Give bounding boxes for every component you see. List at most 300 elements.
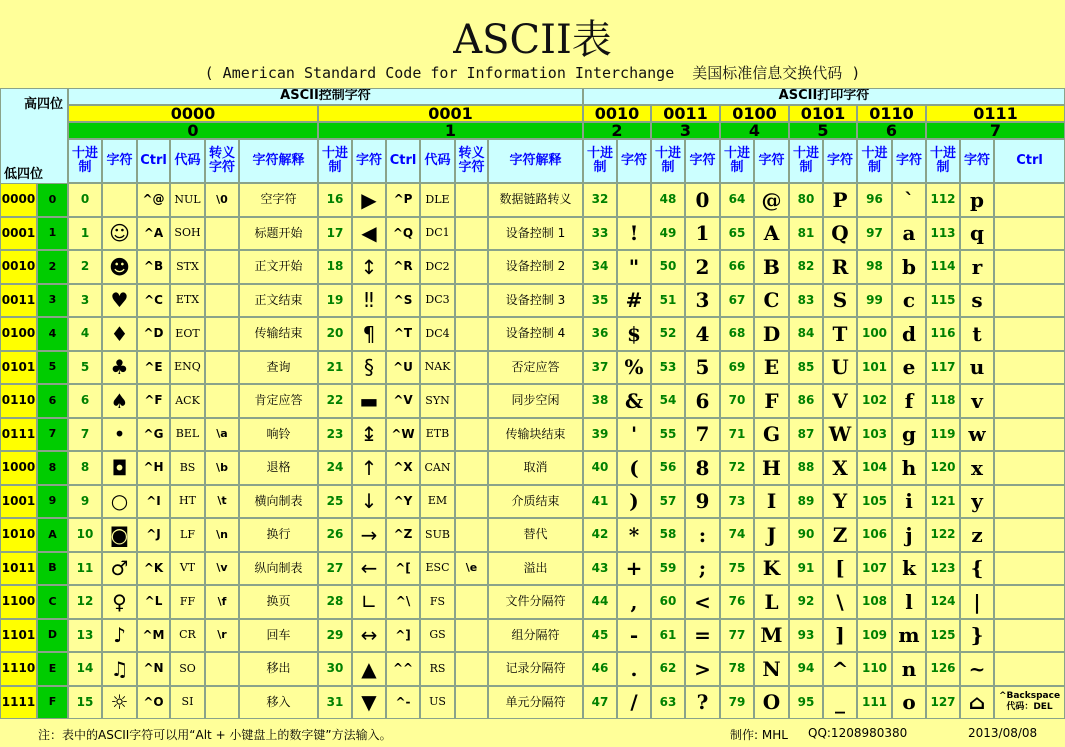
low-bin-7: 0111 <box>0 418 37 452</box>
decimal-cell: 9 <box>68 485 102 519</box>
decimal-cell: 111 <box>857 686 892 720</box>
low-bin-8: 1000 <box>0 451 37 485</box>
col-header-char-0: 字符 <box>102 139 137 183</box>
char-cell: y <box>960 485 994 519</box>
decimal-cell: 114 <box>926 250 960 284</box>
escape-cell: \t <box>205 485 239 519</box>
ctrl-key-cell: ^D <box>137 317 170 351</box>
footer <box>0 720 1065 747</box>
decimal-cell: 105 <box>857 485 892 519</box>
col-header-char-p0: 字符 <box>617 139 651 183</box>
symbol-cell: ♀ <box>102 585 137 619</box>
escape-cell <box>455 317 488 351</box>
symbol-cell: ♦ <box>102 317 137 351</box>
decimal-cell: 107 <box>857 552 892 586</box>
decimal-cell: 125 <box>926 619 960 653</box>
decimal-cell: 109 <box>857 619 892 653</box>
char-cell: w <box>960 418 994 452</box>
decimal-cell: 3 <box>68 284 102 318</box>
symbol-cell: ▬ <box>352 384 386 418</box>
code-cell: ESC <box>420 552 455 586</box>
escape-cell: \b <box>205 451 239 485</box>
char-cell: M <box>754 619 789 653</box>
decimal-cell: 106 <box>857 518 892 552</box>
ctrl-cell-empty <box>994 183 1065 217</box>
char-cell: 1 <box>685 217 720 251</box>
low-bin-1: 0001 <box>0 217 37 251</box>
decimal-cell: 99 <box>857 284 892 318</box>
symbol-cell: ∟ <box>352 585 386 619</box>
ctrl-cell-empty <box>994 652 1065 686</box>
char-cell: / <box>617 686 651 720</box>
ctrl-key-cell: ^M <box>137 619 170 653</box>
ctrl-cell-empty <box>994 284 1065 318</box>
decimal-cell: 83 <box>789 284 823 318</box>
high-bin-0: 0000 <box>68 105 318 122</box>
description-cell: 纵向制表 <box>239 552 318 586</box>
description-cell: 取消 <box>488 451 583 485</box>
char-cell: a <box>892 217 926 251</box>
ctrl-key-cell: ^S <box>386 284 420 318</box>
ctrl-cell-empty <box>994 552 1065 586</box>
code-cell: SO <box>170 652 205 686</box>
page-title: ASCII表 <box>453 17 612 63</box>
decimal-cell: 62 <box>651 652 685 686</box>
symbol-cell: ♣ <box>102 351 137 385</box>
char-cell: 0 <box>685 183 720 217</box>
char-cell: * <box>617 518 651 552</box>
ctrl-key-cell: ^Y <box>386 485 420 519</box>
decimal-cell: 42 <box>583 518 617 552</box>
code-cell: NAK <box>420 351 455 385</box>
char-cell: C <box>754 284 789 318</box>
decimal-cell: 54 <box>651 384 685 418</box>
char-cell: o <box>892 686 926 720</box>
ctrl-key-cell: ^V <box>386 384 420 418</box>
decimal-cell: 5 <box>68 351 102 385</box>
decimal-cell: 94 <box>789 652 823 686</box>
decimal-cell: 10 <box>68 518 102 552</box>
description-cell: 介质结束 <box>488 485 583 519</box>
decimal-cell: 52 <box>651 317 685 351</box>
escape-cell <box>455 518 488 552</box>
footer-qq: QQ:1208980380 <box>808 726 908 740</box>
char-cell: # <box>617 284 651 318</box>
decimal-cell: 38 <box>583 384 617 418</box>
char-cell: 6 <box>685 384 720 418</box>
decimal-cell: 21 <box>318 351 352 385</box>
escape-cell <box>455 585 488 619</box>
char-cell: m <box>892 619 926 653</box>
char-cell: ` <box>892 183 926 217</box>
ctrl-key-cell: ^T <box>386 317 420 351</box>
symbol-cell: ↑ <box>352 451 386 485</box>
ctrl-key-cell: ^@ <box>137 183 170 217</box>
decimal-cell: 88 <box>789 451 823 485</box>
corner-header <box>0 88 68 184</box>
decimal-cell: 18 <box>318 250 352 284</box>
decimal-cell: 82 <box>789 250 823 284</box>
low-bin-5: 0101 <box>0 351 37 385</box>
ctrl-key-cell: ^Z <box>386 518 420 552</box>
escape-cell <box>455 451 488 485</box>
char-cell: " <box>617 250 651 284</box>
col-header-desc-1: 字符解释 <box>488 139 583 183</box>
decimal-cell: 15 <box>68 686 102 720</box>
decimal-cell: 74 <box>720 518 754 552</box>
char-cell <box>617 183 651 217</box>
description-cell: 组分隔符 <box>488 619 583 653</box>
symbol-cell: ¶ <box>352 317 386 351</box>
ctrl-cell-empty <box>994 418 1065 452</box>
low-hex-14: E <box>37 652 68 686</box>
escape-cell <box>455 619 488 653</box>
decimal-cell: 66 <box>720 250 754 284</box>
symbol-cell: ↔ <box>352 619 386 653</box>
ctrl-key-cell: ^E <box>137 351 170 385</box>
decimal-cell: 58 <box>651 518 685 552</box>
del-note-line1: ^Backspace <box>998 691 1061 702</box>
symbol-cell: ◘ <box>102 451 137 485</box>
escape-cell: \r <box>205 619 239 653</box>
char-cell: n <box>892 652 926 686</box>
char-cell: x <box>960 451 994 485</box>
col-header-dec-p0: 十进制 <box>583 139 617 183</box>
high-hex-1: 1 <box>318 122 583 139</box>
ctrl-key-cell: ^R <box>386 250 420 284</box>
col-header-dec-p3: 十进制 <box>789 139 823 183</box>
high-hex-4: 4 <box>720 122 789 139</box>
code-cell: DC4 <box>420 317 455 351</box>
decimal-cell: 59 <box>651 552 685 586</box>
code-cell: DC3 <box>420 284 455 318</box>
decimal-cell: 11 <box>68 552 102 586</box>
high-hex-3: 3 <box>651 122 720 139</box>
char-cell: ] <box>823 619 857 653</box>
char-cell: 5 <box>685 351 720 385</box>
escape-cell: \n <box>205 518 239 552</box>
ctrl-key-cell: ^O <box>137 686 170 720</box>
char-cell: e <box>892 351 926 385</box>
decimal-cell: 57 <box>651 485 685 519</box>
ctrl-cell-empty <box>994 317 1065 351</box>
col-header-desc-0: 字符解释 <box>239 139 318 183</box>
char-cell: I <box>754 485 789 519</box>
char-cell: i <box>892 485 926 519</box>
symbol-cell: ◙ <box>102 518 137 552</box>
char-cell: A <box>754 217 789 251</box>
low-bin-11: 1011 <box>0 552 37 586</box>
char-cell: + <box>617 552 651 586</box>
escape-cell <box>205 284 239 318</box>
char-cell: : <box>685 518 720 552</box>
description-cell: 肯定应答 <box>239 384 318 418</box>
char-cell: f <box>892 384 926 418</box>
decimal-cell: 115 <box>926 284 960 318</box>
decimal-cell: 80 <box>789 183 823 217</box>
decimal-cell: 2 <box>68 250 102 284</box>
description-cell: 正文开始 <box>239 250 318 284</box>
decimal-cell: 122 <box>926 518 960 552</box>
description-cell: 空字符 <box>239 183 318 217</box>
decimal-cell: 20 <box>318 317 352 351</box>
char-cell: > <box>685 652 720 686</box>
ctrl-cell-empty <box>994 485 1065 519</box>
symbol-cell: ▲ <box>352 652 386 686</box>
decimal-cell: 117 <box>926 351 960 385</box>
decimal-cell: 24 <box>318 451 352 485</box>
escape-cell <box>205 652 239 686</box>
del-note <box>994 686 1065 720</box>
decimal-cell: 44 <box>583 585 617 619</box>
char-cell: ? <box>685 686 720 720</box>
description-cell: 传输块结束 <box>488 418 583 452</box>
decimal-cell: 100 <box>857 317 892 351</box>
code-cell: US <box>420 686 455 720</box>
col-header-char-p3: 字符 <box>823 139 857 183</box>
low-hex-10: A <box>37 518 68 552</box>
low-hex-3: 3 <box>37 284 68 318</box>
description-cell: 单元分隔符 <box>488 686 583 720</box>
ctrl-key-cell: ^K <box>137 552 170 586</box>
char-cell: z <box>960 518 994 552</box>
decimal-cell: 103 <box>857 418 892 452</box>
low-hex-1: 1 <box>37 217 68 251</box>
low-bin-15: 1111 <box>0 686 37 720</box>
decimal-cell: 69 <box>720 351 754 385</box>
decimal-cell: 28 <box>318 585 352 619</box>
decimal-cell: 85 <box>789 351 823 385</box>
low-hex-2: 2 <box>37 250 68 284</box>
escape-cell: \0 <box>205 183 239 217</box>
symbol-cell: • <box>102 418 137 452</box>
decimal-cell: 102 <box>857 384 892 418</box>
col-header-char-p4: 字符 <box>892 139 926 183</box>
decimal-cell: 22 <box>318 384 352 418</box>
char-cell: B <box>754 250 789 284</box>
decimal-cell: 97 <box>857 217 892 251</box>
decimal-cell: 32 <box>583 183 617 217</box>
escape-cell <box>205 384 239 418</box>
decimal-cell: 101 <box>857 351 892 385</box>
char-cell: b <box>892 250 926 284</box>
decimal-cell: 51 <box>651 284 685 318</box>
ctrl-key-cell: ^F <box>137 384 170 418</box>
col-header-char-p2: 字符 <box>754 139 789 183</box>
char-cell: s <box>960 284 994 318</box>
decimal-cell: 121 <box>926 485 960 519</box>
code-cell: FS <box>420 585 455 619</box>
char-cell: - <box>617 619 651 653</box>
decimal-cell: 27 <box>318 552 352 586</box>
decimal-cell: 41 <box>583 485 617 519</box>
escape-cell <box>455 183 488 217</box>
char-cell: S <box>823 284 857 318</box>
decimal-cell: 56 <box>651 451 685 485</box>
description-cell: 传输结束 <box>239 317 318 351</box>
escape-cell <box>455 384 488 418</box>
printable-group-header: ASCII打印字符 <box>583 88 1065 105</box>
decimal-cell: 92 <box>789 585 823 619</box>
escape-cell <box>205 250 239 284</box>
char-cell: V <box>823 384 857 418</box>
escape-cell <box>455 351 488 385</box>
decimal-cell: 72 <box>720 451 754 485</box>
decimal-cell: 40 <box>583 451 617 485</box>
decimal-cell: 48 <box>651 183 685 217</box>
decimal-cell: 61 <box>651 619 685 653</box>
description-cell: 正文结束 <box>239 284 318 318</box>
escape-cell: \a <box>205 418 239 452</box>
description-cell: 设备控制 1 <box>488 217 583 251</box>
decimal-cell: 46 <box>583 652 617 686</box>
code-cell: CR <box>170 619 205 653</box>
decimal-cell: 119 <box>926 418 960 452</box>
char-cell: ⌂ <box>960 686 994 720</box>
description-cell: 替代 <box>488 518 583 552</box>
low-bin-3: 0011 <box>0 284 37 318</box>
decimal-cell: 70 <box>720 384 754 418</box>
escape-cell <box>455 652 488 686</box>
symbol-cell: ☺ <box>102 217 137 251</box>
ctrl-key-cell: ^J <box>137 518 170 552</box>
symbol-cell: ☻ <box>102 250 137 284</box>
escape-cell <box>205 317 239 351</box>
decimal-cell: 81 <box>789 217 823 251</box>
char-cell: J <box>754 518 789 552</box>
col-header-dec-p4: 十进制 <box>857 139 892 183</box>
char-cell: [ <box>823 552 857 586</box>
char-cell: ; <box>685 552 720 586</box>
ctrl-key-cell: ^U <box>386 351 420 385</box>
decimal-cell: 0 <box>68 183 102 217</box>
char-cell: U <box>823 351 857 385</box>
high-nibble-label: 高四位 <box>23 97 63 112</box>
symbol-cell: ♫ <box>102 652 137 686</box>
symbol-cell: ♂ <box>102 552 137 586</box>
symbol-cell: ↓ <box>352 485 386 519</box>
code-cell: BS <box>170 451 205 485</box>
symbol-cell: ▼ <box>352 686 386 720</box>
char-cell: L <box>754 585 789 619</box>
ctrl-key-cell: ^W <box>386 418 420 452</box>
description-cell: 数据链路转义 <box>488 183 583 217</box>
code-cell: SOH <box>170 217 205 251</box>
decimal-cell: 29 <box>318 619 352 653</box>
description-cell: 溢出 <box>488 552 583 586</box>
decimal-cell: 7 <box>68 418 102 452</box>
char-cell: 3 <box>685 284 720 318</box>
description-cell: 标题开始 <box>239 217 318 251</box>
char-cell: P <box>823 183 857 217</box>
symbol-cell: ↨ <box>352 418 386 452</box>
low-bin-2: 0010 <box>0 250 37 284</box>
del-note-line2: 代码：DEL <box>1006 702 1053 713</box>
char-cell: O <box>754 686 789 720</box>
code-cell: LF <box>170 518 205 552</box>
high-hex-0: 0 <box>68 122 318 139</box>
decimal-cell: 98 <box>857 250 892 284</box>
symbol-cell: ♪ <box>102 619 137 653</box>
char-cell: N <box>754 652 789 686</box>
decimal-cell: 19 <box>318 284 352 318</box>
ctrl-key-cell: ^B <box>137 250 170 284</box>
decimal-cell: 47 <box>583 686 617 720</box>
description-cell: 设备控制 4 <box>488 317 583 351</box>
high-bin-4: 0100 <box>720 105 789 122</box>
symbol-cell: ↕ <box>352 250 386 284</box>
code-cell: SUB <box>420 518 455 552</box>
high-bin-7: 0111 <box>926 105 1065 122</box>
char-cell: q <box>960 217 994 251</box>
code-cell: GS <box>420 619 455 653</box>
description-cell: 移入 <box>239 686 318 720</box>
col-header-code-1: 代码 <box>420 139 455 183</box>
ctrl-key-cell: ^] <box>386 619 420 653</box>
description-cell: 换页 <box>239 585 318 619</box>
ctrl-key-cell: ^^ <box>386 652 420 686</box>
decimal-cell: 60 <box>651 585 685 619</box>
low-hex-5: 5 <box>37 351 68 385</box>
decimal-cell: 17 <box>318 217 352 251</box>
decimal-cell: 90 <box>789 518 823 552</box>
symbol-cell: ○ <box>102 485 137 519</box>
code-cell: RS <box>420 652 455 686</box>
char-cell: g <box>892 418 926 452</box>
ctrl-key-cell: ^L <box>137 585 170 619</box>
decimal-cell: 120 <box>926 451 960 485</box>
decimal-cell: 4 <box>68 317 102 351</box>
decimal-cell: 26 <box>318 518 352 552</box>
decimal-cell: 36 <box>583 317 617 351</box>
symbol-cell: ◀ <box>352 217 386 251</box>
char-cell: u <box>960 351 994 385</box>
char-cell: 9 <box>685 485 720 519</box>
ctrl-key-cell: ^P <box>386 183 420 217</box>
col-header-dec-p1: 十进制 <box>651 139 685 183</box>
decimal-cell: 34 <box>583 250 617 284</box>
char-cell: } <box>960 619 994 653</box>
description-cell: 查询 <box>239 351 318 385</box>
decimal-cell: 77 <box>720 619 754 653</box>
low-bin-14: 1110 <box>0 652 37 686</box>
decimal-cell: 63 <box>651 686 685 720</box>
ctrl-key-cell: ^G <box>137 418 170 452</box>
char-cell: % <box>617 351 651 385</box>
decimal-cell: 30 <box>318 652 352 686</box>
char-cell: H <box>754 451 789 485</box>
decimal-cell: 73 <box>720 485 754 519</box>
low-bin-10: 1010 <box>0 518 37 552</box>
code-cell: EOT <box>170 317 205 351</box>
ctrl-cell-empty <box>994 451 1065 485</box>
symbol-cell: ← <box>352 552 386 586</box>
char-cell: ^ <box>823 652 857 686</box>
high-hex-7: 7 <box>926 122 1065 139</box>
decimal-cell: 35 <box>583 284 617 318</box>
code-cell: ETB <box>420 418 455 452</box>
symbol-cell: § <box>352 351 386 385</box>
high-hex-2: 2 <box>583 122 651 139</box>
char-cell: p <box>960 183 994 217</box>
char-cell: \ <box>823 585 857 619</box>
char-cell: 2 <box>685 250 720 284</box>
char-cell: ( <box>617 451 651 485</box>
char-cell: < <box>685 585 720 619</box>
decimal-cell: 1 <box>68 217 102 251</box>
char-cell: & <box>617 384 651 418</box>
char-cell: h <box>892 451 926 485</box>
